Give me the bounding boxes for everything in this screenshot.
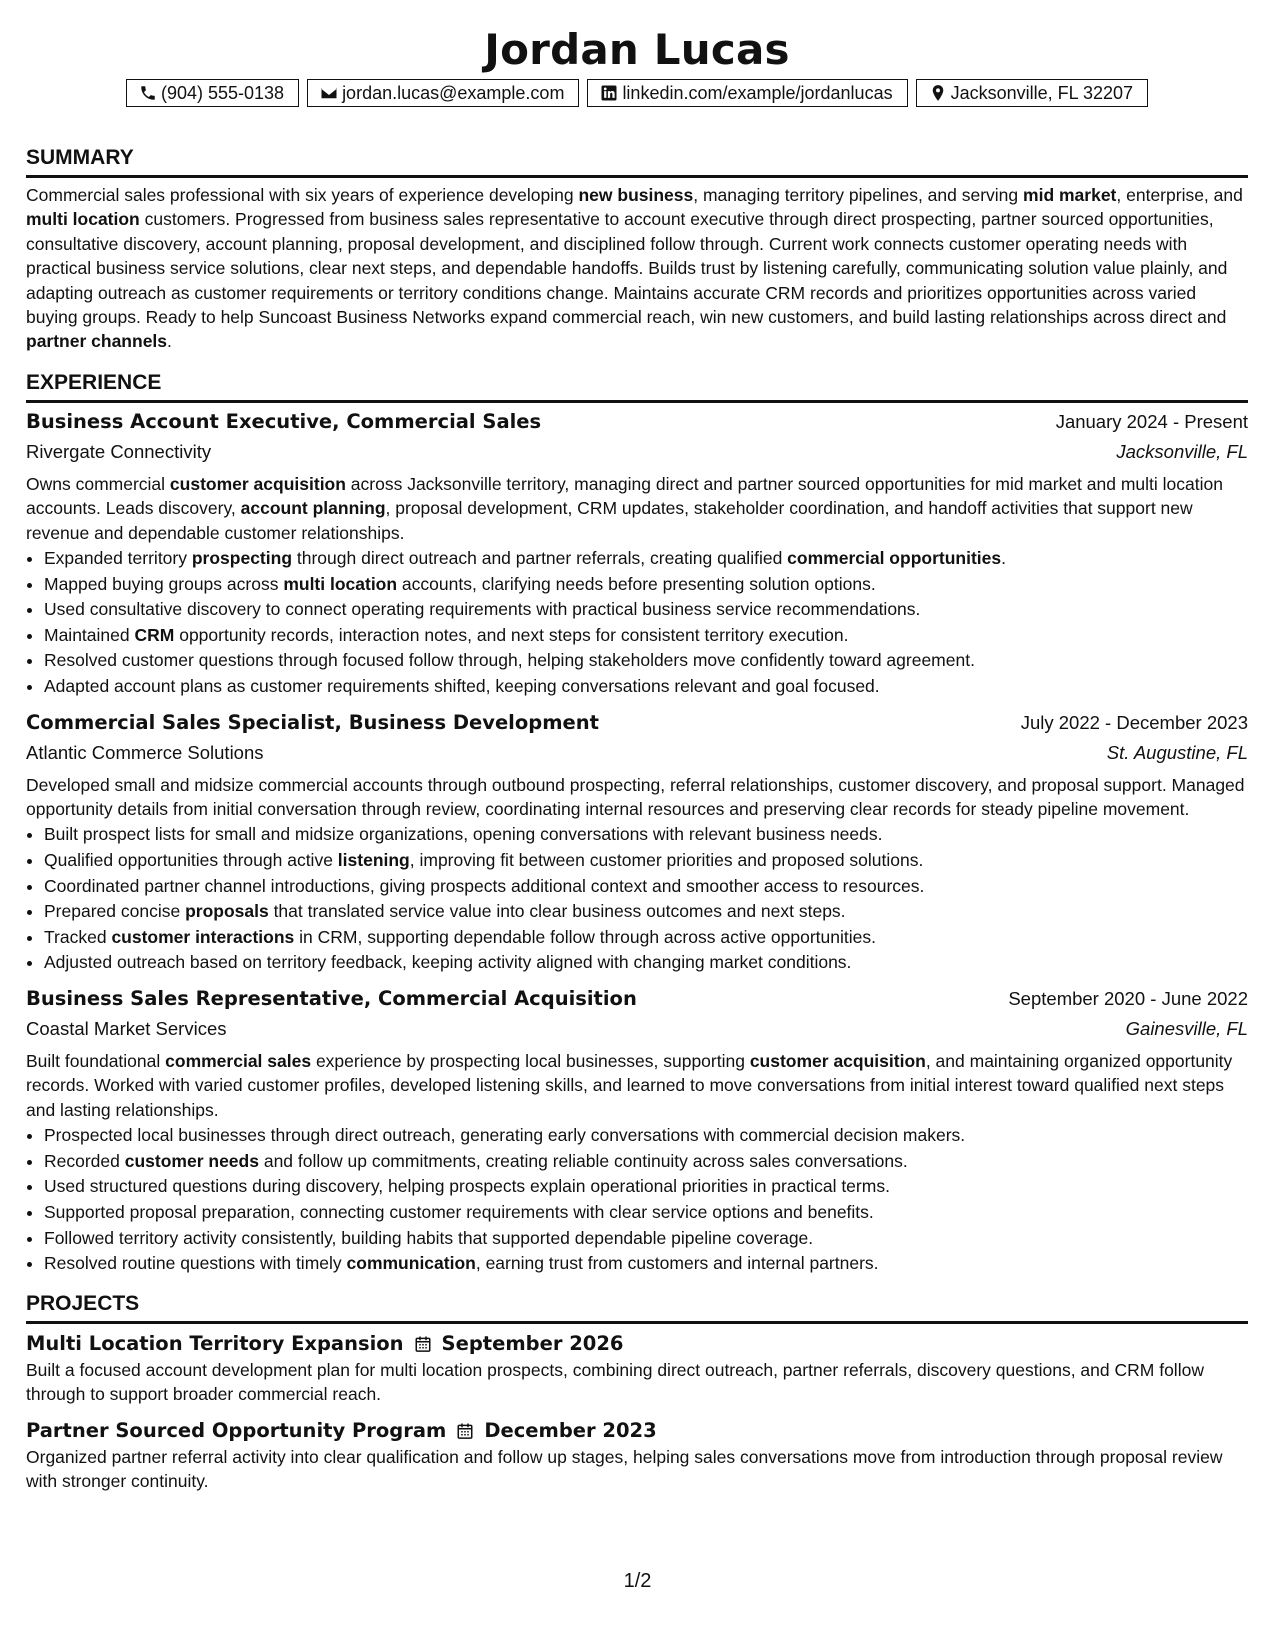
job-bullet: • Used structured questions during discovery, helping prospects explain operational priorities in practical terms. (44, 1174, 1248, 1200)
project-description: Built a focused account development plan for multi location prospects, combining direct outreach, partner referrals, discovery questions, and CRM follow through to support broader commercial reach. (26, 1359, 1204, 1405)
summary-section (26, 145, 1248, 354)
job-dates: September 2020 - June 2022 (1008, 988, 1248, 1009)
job-location: Jacksonville, FL (1116, 440, 1248, 462)
summary-text: Commercial sales professional with six years of experience developing new business, managing territory pipelines, and serving mid market, enterprise, and multi location customers. Progressed from business sales representative to account executive through direct prospecting, partner sourced opportunities, consultative discovery, account planning, proposal development, and disciplined follow through. Current work connects customer operating needs with practical business service solutions, clear next steps, and dependable handoffs. Builds trust by listening carefully, communicating solution value plainly, and adapting outreach as customer requirements or territory conditions change. Maintains accurate CRM records and prioritizes opportunities across varied buying groups. Ready to help Suncoast Business Networks expand commercial reach, win new customers, and build lasting relationships across direct and partner channels. (26, 185, 1243, 352)
page-number: 1/2 (623, 1570, 652, 1592)
emphasis-text: customer interactions (111, 926, 295, 947)
job-bullet: • Adjusted outreach based on territory feedback, keeping activity aligned with changing market conditions. (44, 950, 1248, 976)
contact-location-text: Jacksonville, FL 32207 (950, 82, 1134, 103)
job-bullet: • Resolved routine questions with timely communication, earning trust from customers and internal partners. (44, 1251, 1248, 1277)
linkedin-icon (600, 84, 618, 102)
contact-bar (26, 79, 1248, 107)
job-bullet: • Supported proposal preparation, connecting customer requirements with clear service options and benefits. (44, 1200, 1248, 1226)
job-bullet: • Built prospect lists for small and midsize organizations, opening conversations with relevant business needs. (44, 822, 1248, 848)
job-description: Developed small and midsize commercial accounts through outbound prospecting, referral relationships, customer discovery, and proposal support. Managed opportunity details from initial conversation through review, coordinating internal resources and preserving clear records for steady pipeline movement. (26, 774, 1245, 820)
emphasis-text: customer needs (124, 1150, 259, 1171)
section-title-projects: PROJECTS (26, 1291, 1248, 1324)
job-dates: July 2022 - December 2023 (1020, 711, 1248, 733)
emphasis-text: commercial sales (165, 1051, 312, 1071)
emphasis-text: commercial opportunities (787, 548, 1002, 569)
project-title: Partner Sourced Opportunity Program (26, 1418, 447, 1442)
emphasis-text: customer acquisition (169, 473, 346, 494)
emphasis-text: multi location (283, 573, 398, 594)
candidate-name: Jordan Lucas (484, 25, 790, 74)
job-bullets (26, 546, 1248, 700)
calendar-icon (414, 1335, 432, 1353)
project-title: Multi Location Territory Expansion (26, 1331, 404, 1355)
job-title: Commercial Sales Specialist, Business Development (26, 710, 599, 734)
job-bullet: • Followed territory activity consistently, building habits that supported dependable pipeline coverage. (44, 1226, 1248, 1252)
job-bullet: • Recorded customer needs and follow up commitments, creating reliable continuity across sales conversations. (44, 1149, 1248, 1175)
contact-location (916, 79, 1148, 107)
project-date: September 2026 (441, 1331, 624, 1355)
resume-page (26, 0, 1248, 1650)
emphasis-text: multi location (26, 209, 140, 230)
section-title-summary: SUMMARY (26, 145, 1248, 178)
job-title: Business Account Executive, Commercial Sales (26, 409, 542, 433)
job-bullets (26, 1123, 1248, 1277)
job-bullet: • Qualified opportunities through active listening, improving fit between customer priorities and proposed solutions. (44, 848, 1248, 874)
job-description: Built foundational commercial sales experience by prospecting local businesses, supporting customer acquisition, and maintaining organized opportunity records. Worked with varied customer profiles, developed listening skills, and learned to move conversations from initial interest toward qualified next steps and lasting relationships. (26, 1051, 1233, 1120)
projects-section (26, 1291, 1248, 1494)
emphasis-text: mid market (1023, 185, 1117, 205)
experience-section (26, 370, 1248, 1277)
job-title: Business Sales Representative, Commercial Acquisition (26, 987, 637, 1010)
emphasis-text: listening (337, 850, 410, 871)
job-company: Atlantic Commerce Solutions (26, 741, 264, 763)
project-description: Organized partner referral activity into clear qualification and follow up stages, helping sales conversations move from introduction through proposal review with stronger continuity. (26, 1446, 1223, 1491)
emphasis-text: proposals (185, 901, 269, 922)
job-entry (26, 708, 1248, 976)
project-entry (26, 1330, 1248, 1407)
emphasis-text: new business (578, 185, 694, 205)
job-company: Coastal Market Services (26, 1018, 227, 1039)
emphasis-text: communication (346, 1253, 476, 1274)
phone-icon (139, 84, 157, 102)
contact-phone (126, 79, 299, 107)
contact-linkedin-text: linkedin.com/example/jordanlucas (622, 82, 893, 103)
calendar-icon (456, 1422, 474, 1440)
job-bullet: • Adapted account plans as customer requirements shifted, keeping conversations relevant and goal focused. (44, 674, 1248, 700)
contact-linkedin[interactable] (587, 79, 907, 107)
job-bullet: • Prepared concise proposals that translated service value into clear business outcomes and next steps. (44, 899, 1248, 925)
emphasis-text: CRM (134, 624, 175, 645)
job-bullet: • Resolved customer questions through focused follow through, helping stakeholders move confidently toward agreement. (44, 648, 1248, 674)
contact-email[interactable] (307, 79, 579, 107)
job-location: St. Augustine, FL (1106, 741, 1248, 763)
location-pin-icon (929, 84, 947, 102)
job-company: Rivergate Connectivity (26, 440, 212, 462)
job-bullet: • Tracked customer interactions in CRM, supporting dependable follow through across active opportunities. (44, 925, 1248, 951)
job-entry (26, 984, 1248, 1277)
job-bullet: • Expanded territory prospecting through direct outreach and partner referrals, creating qualified commercial opportunities. (44, 546, 1248, 572)
job-entry (26, 407, 1248, 700)
section-title-experience: EXPERIENCE (26, 370, 1248, 403)
emphasis-text: customer acquisition (749, 1051, 926, 1071)
job-dates: January 2024 - Present (1055, 410, 1248, 432)
job-bullet: • Mapped buying groups across multi location accounts, clarifying needs before presenting solution options. (44, 572, 1248, 598)
project-entry (26, 1417, 1248, 1494)
job-bullet: • Prospected local businesses through direct outreach, generating early conversations with commercial decision makers. (44, 1123, 1248, 1149)
job-bullet: • Coordinated partner channel introductions, giving prospects additional context and smoother access to resources. (44, 874, 1248, 900)
emphasis-text: partner channels (26, 331, 168, 352)
contact-phone-text: (904) 555-0138 (160, 82, 285, 103)
envelope-icon (320, 84, 338, 102)
emphasis-text: prospecting (191, 548, 293, 569)
contact-email-text: jordan.lucas@example.com (342, 82, 565, 103)
job-description: Owns commercial customer acquisition across Jacksonville territory, managing direct and partner sourced opportunities for mid market and multi location accounts. Leads discovery, account planning, proposal development, CRM updates, stakeholder coordination, and handoff activities that support new revenue and dependable customer relationships. (26, 473, 1223, 543)
job-bullets (26, 822, 1248, 976)
job-bullet: • Used consultative discovery to connect operating requirements with practical business service recommendations. (44, 597, 1248, 623)
emphasis-text: account planning (240, 498, 386, 519)
project-date: December 2023 (484, 1418, 657, 1442)
job-bullet: • Maintained CRM opportunity records, interaction notes, and next steps for consistent territory execution. (44, 623, 1248, 649)
job-location: Gainesville, FL (1125, 1018, 1248, 1039)
